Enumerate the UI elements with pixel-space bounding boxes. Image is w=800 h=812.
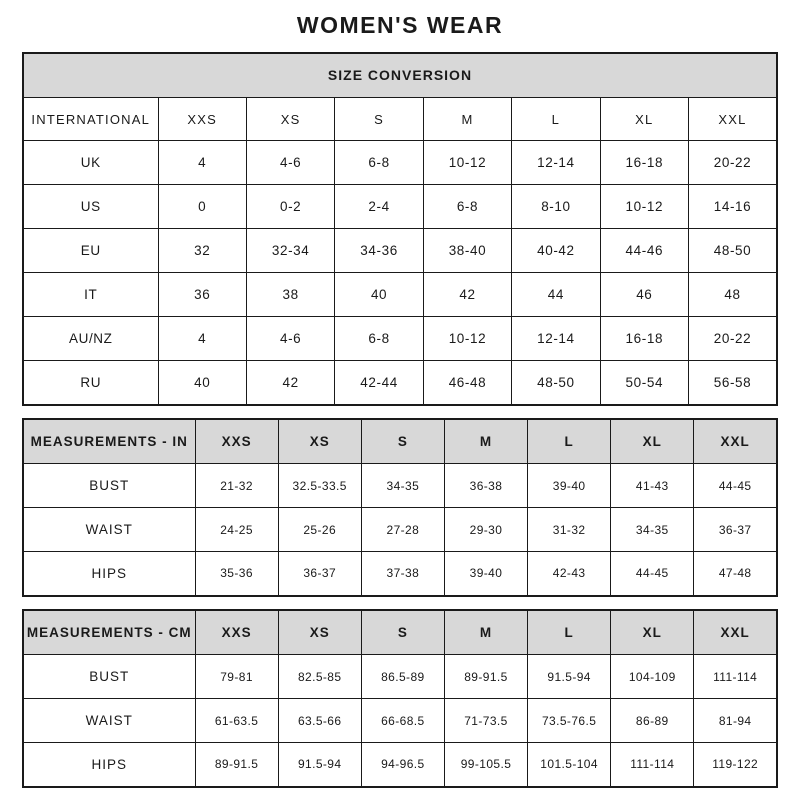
- value-cell: 34-36: [335, 229, 423, 273]
- row-label-cell: AU/NZ: [23, 317, 158, 361]
- table-row: [23, 229, 777, 273]
- table-row: [23, 743, 777, 787]
- value-cell: 12-14: [512, 317, 600, 361]
- row-label-cell: HIPS: [23, 743, 195, 787]
- value-cell: 31-32: [528, 508, 611, 552]
- size-column-header-cell: XL: [611, 610, 694, 655]
- size-column-header-cell: XXS: [195, 610, 278, 655]
- size-column-header-cell: L: [528, 610, 611, 655]
- value-cell: 63.5-66: [278, 699, 361, 743]
- size-column-header-cell: XXL: [694, 610, 777, 655]
- row-label-cell: IT: [23, 273, 158, 317]
- value-cell: 39-40: [444, 552, 527, 596]
- value-cell: 16-18: [600, 141, 688, 185]
- row-label-cell: HIPS: [23, 552, 195, 596]
- table-row: [23, 273, 777, 317]
- value-cell: 32: [158, 229, 246, 273]
- size-column-header-cell: XXL: [694, 419, 777, 464]
- value-cell: 82.5-85: [278, 655, 361, 699]
- value-cell: 4-6: [246, 317, 334, 361]
- value-cell: 86.5-89: [361, 655, 444, 699]
- size-column-header-cell: M: [444, 610, 527, 655]
- size-conversion-table-body: [23, 53, 777, 405]
- value-cell: 73.5-76.5: [528, 699, 611, 743]
- value-cell: 44: [512, 273, 600, 317]
- value-cell: 46: [600, 273, 688, 317]
- value-cell: 4: [158, 141, 246, 185]
- table-row: [23, 317, 777, 361]
- value-cell: 27-28: [361, 508, 444, 552]
- value-cell: 20-22: [689, 141, 777, 185]
- row-label-cell: US: [23, 185, 158, 229]
- size-column-header-cell: L: [528, 419, 611, 464]
- value-cell: 48-50: [689, 229, 777, 273]
- table-row: [23, 361, 777, 405]
- row-label-cell: WAIST: [23, 699, 195, 743]
- size-conversion-title-cell: SIZE CONVERSION: [23, 53, 777, 98]
- value-cell: 104-109: [611, 655, 694, 699]
- value-cell: 8-10: [512, 185, 600, 229]
- size-conversion-table: [22, 52, 778, 406]
- value-cell: 4: [158, 317, 246, 361]
- size-column-header-cell: XL: [600, 98, 688, 141]
- value-cell: 89-91.5: [195, 743, 278, 787]
- value-cell: 10-12: [423, 317, 511, 361]
- table-row: [23, 508, 777, 552]
- value-cell: 10-12: [600, 185, 688, 229]
- value-cell: 16-18: [600, 317, 688, 361]
- row-label-cell: UK: [23, 141, 158, 185]
- table-row: [23, 98, 777, 141]
- size-column-header-cell: XL: [611, 419, 694, 464]
- table-row: [23, 53, 777, 98]
- value-cell: 25-26: [278, 508, 361, 552]
- value-cell: 24-25: [195, 508, 278, 552]
- value-cell: 61-63.5: [195, 699, 278, 743]
- value-cell: 6-8: [335, 317, 423, 361]
- value-cell: 14-16: [689, 185, 777, 229]
- value-cell: 6-8: [335, 141, 423, 185]
- value-cell: 44-45: [694, 464, 777, 508]
- table-row: [23, 610, 777, 655]
- table-row: [23, 699, 777, 743]
- size-column-header-cell: XS: [278, 419, 361, 464]
- size-column-header-cell: XS: [246, 98, 334, 141]
- measurements-title-cell: MEASUREMENTS - CM: [23, 610, 195, 655]
- row-label-cell: BUST: [23, 655, 195, 699]
- value-cell: 99-105.5: [444, 743, 527, 787]
- table-row: [23, 464, 777, 508]
- value-cell: 32-34: [246, 229, 334, 273]
- value-cell: 12-14: [512, 141, 600, 185]
- value-cell: 89-91.5: [444, 655, 527, 699]
- value-cell: 34-35: [611, 508, 694, 552]
- value-cell: 111-114: [611, 743, 694, 787]
- value-cell: 91.5-94: [528, 655, 611, 699]
- value-cell: 111-114: [694, 655, 777, 699]
- value-cell: 36-37: [694, 508, 777, 552]
- measurements-cm-table-body: [23, 610, 777, 787]
- value-cell: 42: [246, 361, 334, 405]
- value-cell: 71-73.5: [444, 699, 527, 743]
- size-column-header-cell: XXS: [195, 419, 278, 464]
- value-cell: 34-35: [361, 464, 444, 508]
- value-cell: 66-68.5: [361, 699, 444, 743]
- value-cell: 101.5-104: [528, 743, 611, 787]
- value-cell: 79-81: [195, 655, 278, 699]
- value-cell: 86-89: [611, 699, 694, 743]
- size-column-header-cell: S: [361, 419, 444, 464]
- measurements-in-table-body: [23, 419, 777, 596]
- value-cell: 119-122: [694, 743, 777, 787]
- value-cell: 81-94: [694, 699, 777, 743]
- value-cell: 40: [335, 273, 423, 317]
- value-cell: 38: [246, 273, 334, 317]
- value-cell: 94-96.5: [361, 743, 444, 787]
- row-label-cell: WAIST: [23, 508, 195, 552]
- size-column-header-cell: XXL: [689, 98, 777, 141]
- size-column-header-cell: S: [335, 98, 423, 141]
- value-cell: 91.5-94: [278, 743, 361, 787]
- value-cell: 36-37: [278, 552, 361, 596]
- value-cell: 56-58: [689, 361, 777, 405]
- value-cell: 38-40: [423, 229, 511, 273]
- size-column-header-cell: M: [444, 419, 527, 464]
- value-cell: 47-48: [694, 552, 777, 596]
- size-column-header-cell: M: [423, 98, 511, 141]
- value-cell: 48-50: [512, 361, 600, 405]
- table-row: [23, 141, 777, 185]
- size-column-header-cell: S: [361, 610, 444, 655]
- value-cell: 20-22: [689, 317, 777, 361]
- value-cell: 41-43: [611, 464, 694, 508]
- measurements-in-table: [22, 418, 778, 597]
- value-cell: 42-43: [528, 552, 611, 596]
- size-column-header-cell: XXS: [158, 98, 246, 141]
- value-cell: 37-38: [361, 552, 444, 596]
- table-row: [23, 552, 777, 596]
- value-cell: 10-12: [423, 141, 511, 185]
- value-cell: 48: [689, 273, 777, 317]
- size-column-header-cell: XS: [278, 610, 361, 655]
- value-cell: 46-48: [423, 361, 511, 405]
- value-cell: 21-32: [195, 464, 278, 508]
- international-header-cell: INTERNATIONAL: [23, 98, 158, 141]
- value-cell: 2-4: [335, 185, 423, 229]
- table-row: [23, 655, 777, 699]
- measurements-cm-table: [22, 609, 778, 788]
- value-cell: 6-8: [423, 185, 511, 229]
- value-cell: 36: [158, 273, 246, 317]
- row-label-cell: BUST: [23, 464, 195, 508]
- value-cell: 4-6: [246, 141, 334, 185]
- value-cell: 35-36: [195, 552, 278, 596]
- row-label-cell: EU: [23, 229, 158, 273]
- row-label-cell: RU: [23, 361, 158, 405]
- measurements-title-cell: MEASUREMENTS - IN: [23, 419, 195, 464]
- value-cell: 39-40: [528, 464, 611, 508]
- table-row: [23, 185, 777, 229]
- table-row: [23, 419, 777, 464]
- value-cell: 50-54: [600, 361, 688, 405]
- value-cell: 0-2: [246, 185, 334, 229]
- value-cell: 40: [158, 361, 246, 405]
- value-cell: 42-44: [335, 361, 423, 405]
- size-column-header-cell: L: [512, 98, 600, 141]
- page-title: WOMEN'S WEAR: [296, 12, 504, 38]
- value-cell: 42: [423, 273, 511, 317]
- value-cell: 29-30: [444, 508, 527, 552]
- value-cell: 40-42: [512, 229, 600, 273]
- value-cell: 32.5-33.5: [278, 464, 361, 508]
- value-cell: 0: [158, 185, 246, 229]
- value-cell: 44-46: [600, 229, 688, 273]
- value-cell: 44-45: [611, 552, 694, 596]
- value-cell: 36-38: [444, 464, 527, 508]
